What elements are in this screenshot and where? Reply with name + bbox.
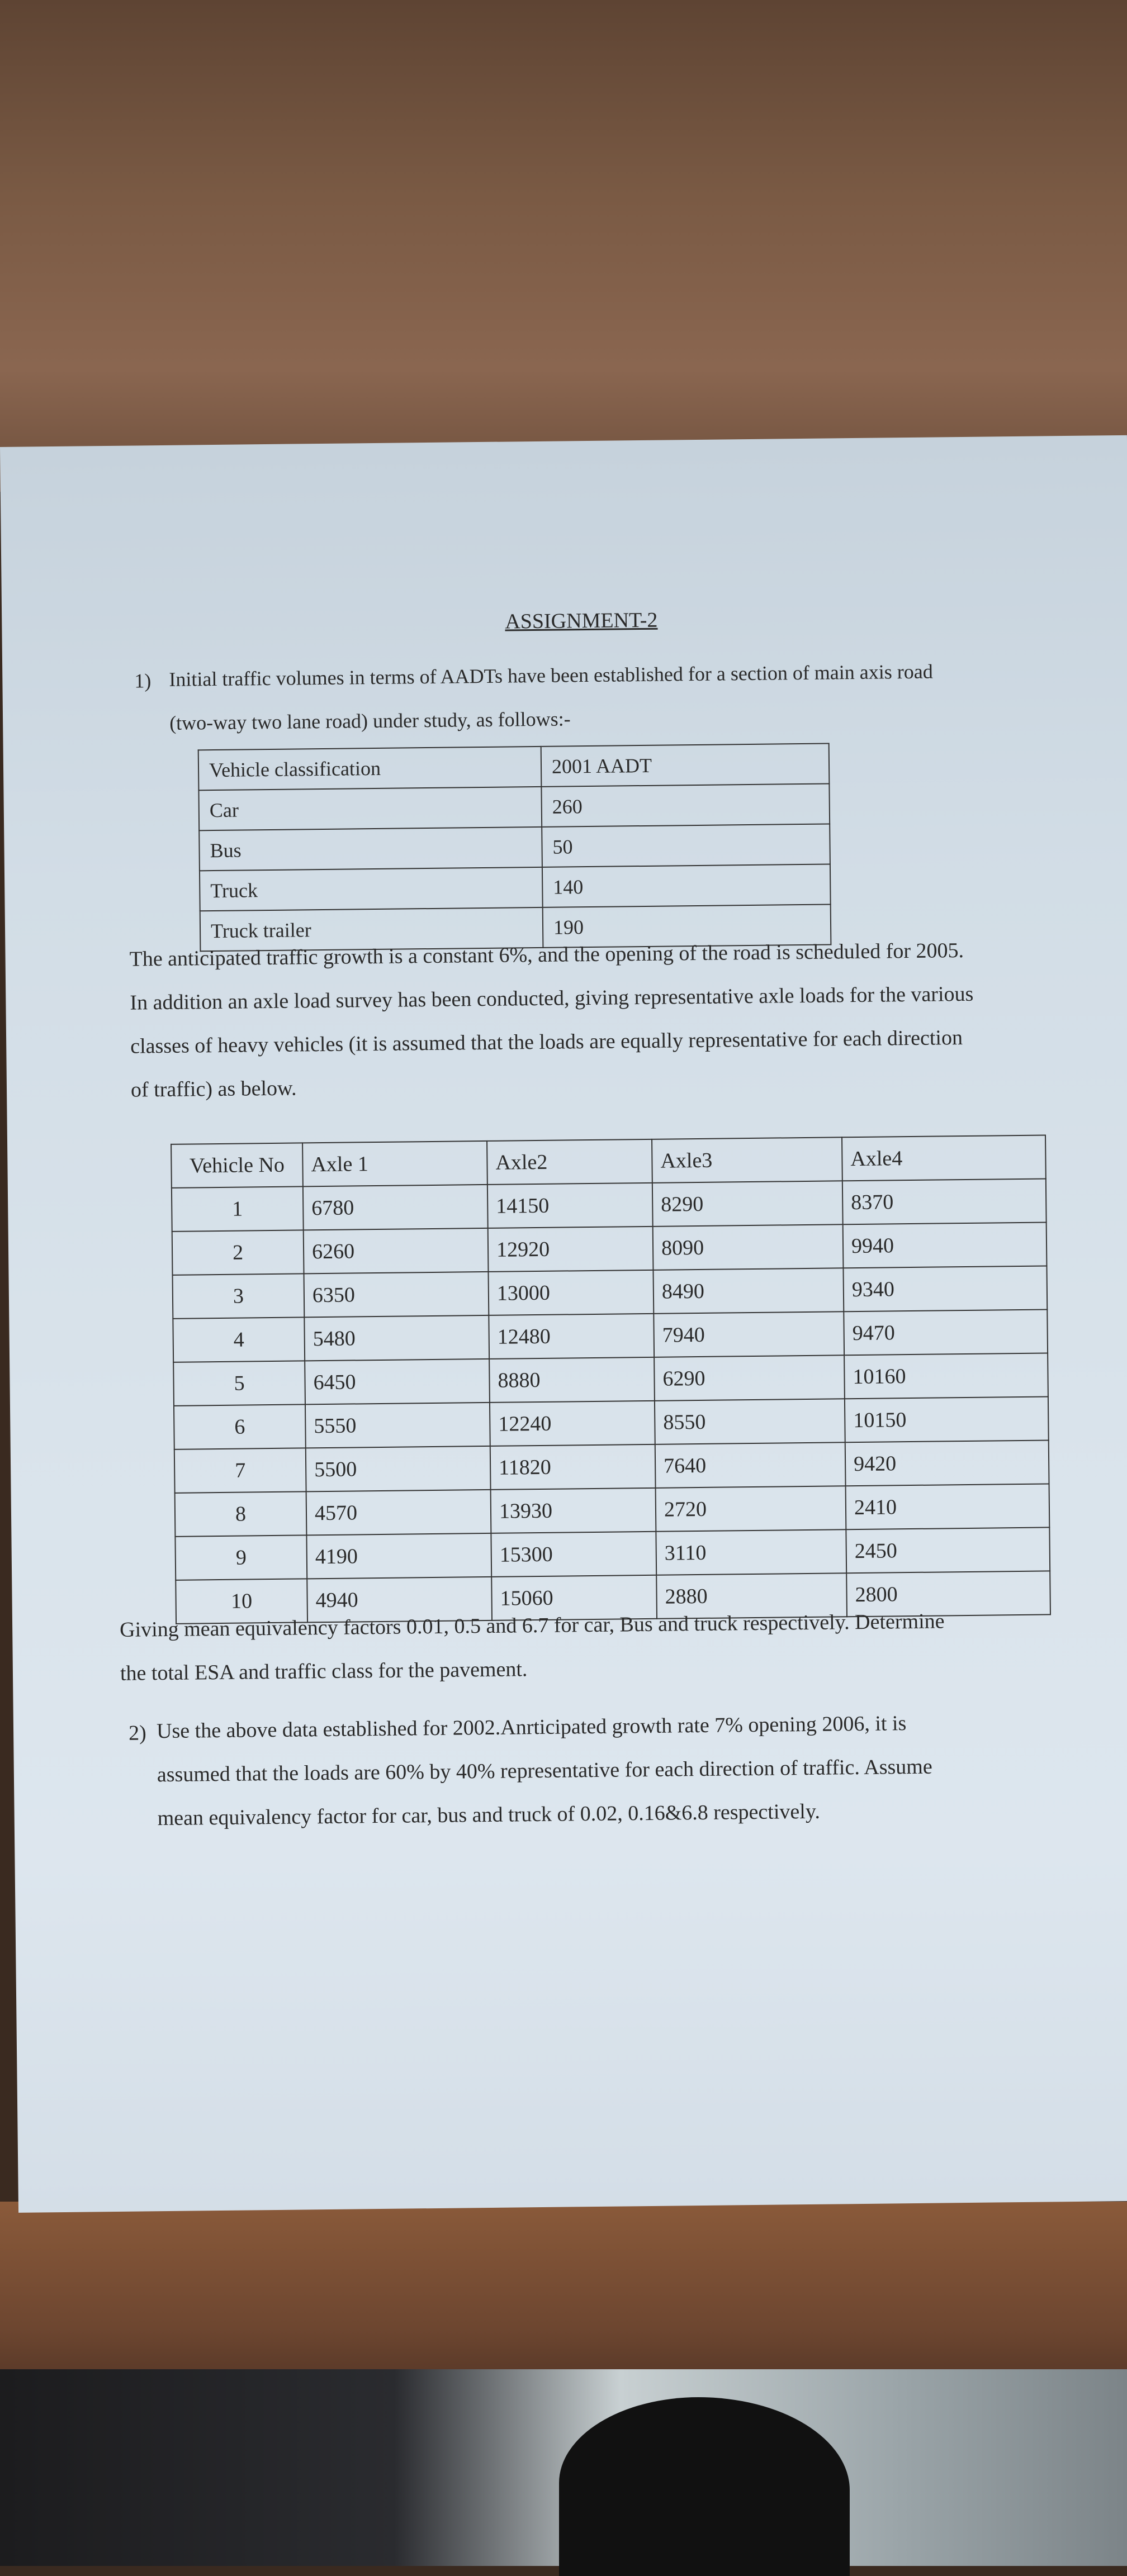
axle-3-load: 7640 (655, 1442, 846, 1488)
q2-line-1: Use the above data established for 2002.Anrticipated growth rate 7% opening 2006, it is (156, 1712, 907, 1743)
axle-4-load: 9420 (845, 1440, 1049, 1486)
axle-4-load: 2800 (846, 1571, 1050, 1617)
q2-text (157, 1702, 933, 1841)
axle-2-load: 12240 (490, 1401, 655, 1446)
growth-line-3: classes of heavy vehicles (it is assumed that the loads are equally representative for each direction (130, 1026, 963, 1058)
header-vehicle-classification: Vehicle classification (198, 747, 542, 790)
axle-2-load: 12480 (489, 1314, 654, 1359)
growth-line-1: The anticipated traffic growth is a constant 6%, and the opening of the road is scheduled for 2005. (129, 938, 964, 971)
axle-1-load: 6260 (304, 1228, 489, 1273)
axle-1-load: 5480 (304, 1315, 489, 1361)
axle-3-load: 3110 (656, 1529, 846, 1575)
assignment-title: ASSIGNMENT-2 (505, 608, 658, 634)
axle-4-load: 2410 (846, 1484, 1050, 1529)
vehicle-no: 3 (173, 1273, 305, 1318)
vehicle-no: 4 (173, 1317, 305, 1362)
axle-3-load: 6290 (654, 1355, 845, 1401)
table-row (198, 783, 830, 830)
axle-2-load: 8880 (489, 1357, 655, 1403)
axle-2-load: 15300 (491, 1532, 656, 1577)
vehicle-no: 6 (174, 1404, 306, 1449)
axle-1-load: 6450 (305, 1359, 490, 1404)
growth-paragraph (129, 929, 974, 1112)
axle-3-load: 7940 (654, 1311, 844, 1357)
vehicle-no: 8 (175, 1491, 307, 1536)
equivalency-paragraph (120, 1599, 945, 1695)
axle-4-load: 9470 (844, 1309, 1048, 1355)
vehicle-no: 5 (173, 1361, 305, 1405)
aadt-value: 190 (543, 904, 831, 947)
axle-4-load: 2450 (846, 1527, 1050, 1573)
desk-background-top (0, 0, 1127, 492)
axle-3-load: 8550 (655, 1399, 845, 1444)
q1-line-2: (two-way two lane road) under study, as follows:- (169, 707, 571, 734)
axle-4-load: 9340 (843, 1266, 1047, 1311)
axle-2-load: 14150 (487, 1183, 653, 1228)
aadt-value: 260 (541, 783, 830, 826)
axle-2-load: 11820 (490, 1444, 656, 1490)
vehicle-no: 1 (172, 1186, 304, 1231)
q1-line-1: Initial traffic volumes in terms of AADTs have been established for a section of main axis road (169, 660, 933, 691)
axle-2-load: 12920 (488, 1227, 654, 1272)
header-axle-4: Axle4 (842, 1135, 1046, 1181)
q2-number: 2) (128, 1721, 146, 1745)
table-row (200, 864, 831, 911)
vehicle-no: 7 (174, 1448, 306, 1493)
axle-1-load: 5500 (306, 1446, 491, 1491)
header-2001-aadt: 2001 AADT (541, 744, 830, 787)
axle-3-load: 8290 (652, 1181, 843, 1227)
vehicle-class: Truck trailer (200, 907, 543, 951)
axle-1-load: 6780 (303, 1185, 488, 1230)
vehicle-no: 9 (175, 1535, 307, 1580)
aadt-value: 50 (542, 824, 830, 867)
aadt-table (198, 743, 832, 952)
axle-1-load: 6350 (304, 1272, 489, 1317)
q2-line-2: assumed that the loads are 60% by 40% representative for each direction of traffic. Assume (157, 1755, 932, 1787)
growth-line-2: In addition an axle load survey has been conducted, giving representative axle loads for the various (130, 982, 974, 1015)
header-axle-2: Axle2 (487, 1139, 652, 1185)
axle-4-load: 9940 (843, 1222, 1047, 1268)
aadt-value: 140 (542, 864, 831, 907)
axle-4-load: 10160 (844, 1353, 1048, 1399)
paper-sheet (0, 435, 1127, 2213)
equivalency-line-2: the total ESA and traffic class for the pavement. (120, 1657, 528, 1685)
axle-3-load: 2880 (656, 1573, 847, 1619)
axle-3-load: 2720 (656, 1486, 846, 1532)
axle-1-load: 4940 (307, 1577, 492, 1622)
axle-2-load: 13000 (489, 1270, 654, 1315)
header-axle-3: Axle3 (652, 1137, 842, 1183)
equivalency-line-1: Giving mean equivalency factors 0.01, 0.5 and 6.7 for car, Bus and truck respectively. Determine (119, 1609, 945, 1642)
vehicle-class: Truck (200, 867, 543, 911)
vehicle-no: 2 (172, 1230, 304, 1275)
vehicle-class: Bus (199, 827, 542, 871)
axle-1-load: 4190 (306, 1533, 491, 1579)
axle-2-load: 15060 (491, 1575, 657, 1620)
axle-2-load: 13930 (491, 1488, 656, 1533)
q2-line-3: mean equivalency factor for car, bus and truck of 0.02, 0.16&6.8 respectively. (157, 1799, 821, 1831)
axle-1-load: 4570 (306, 1490, 491, 1535)
axle-4-load: 10150 (845, 1396, 1049, 1442)
header-vehicle-no: Vehicle No (171, 1143, 303, 1187)
q1-text (169, 650, 934, 745)
growth-line-4: of traffic) as below. (130, 1076, 297, 1102)
table-row (199, 824, 830, 871)
vehicle-class: Car (198, 787, 542, 830)
header-axle-1: Axle 1 (302, 1141, 487, 1186)
axle-1-load: 5550 (305, 1403, 490, 1448)
vehicle-no: 10 (176, 1579, 307, 1623)
axle-3-load: 8090 (653, 1224, 844, 1270)
axle-4-load: 8370 (842, 1178, 1046, 1224)
aadt-table-header (198, 744, 830, 791)
axle-3-load: 8490 (653, 1268, 844, 1314)
axle-load-table (171, 1134, 1051, 1624)
q1-number: 1) (134, 669, 151, 692)
